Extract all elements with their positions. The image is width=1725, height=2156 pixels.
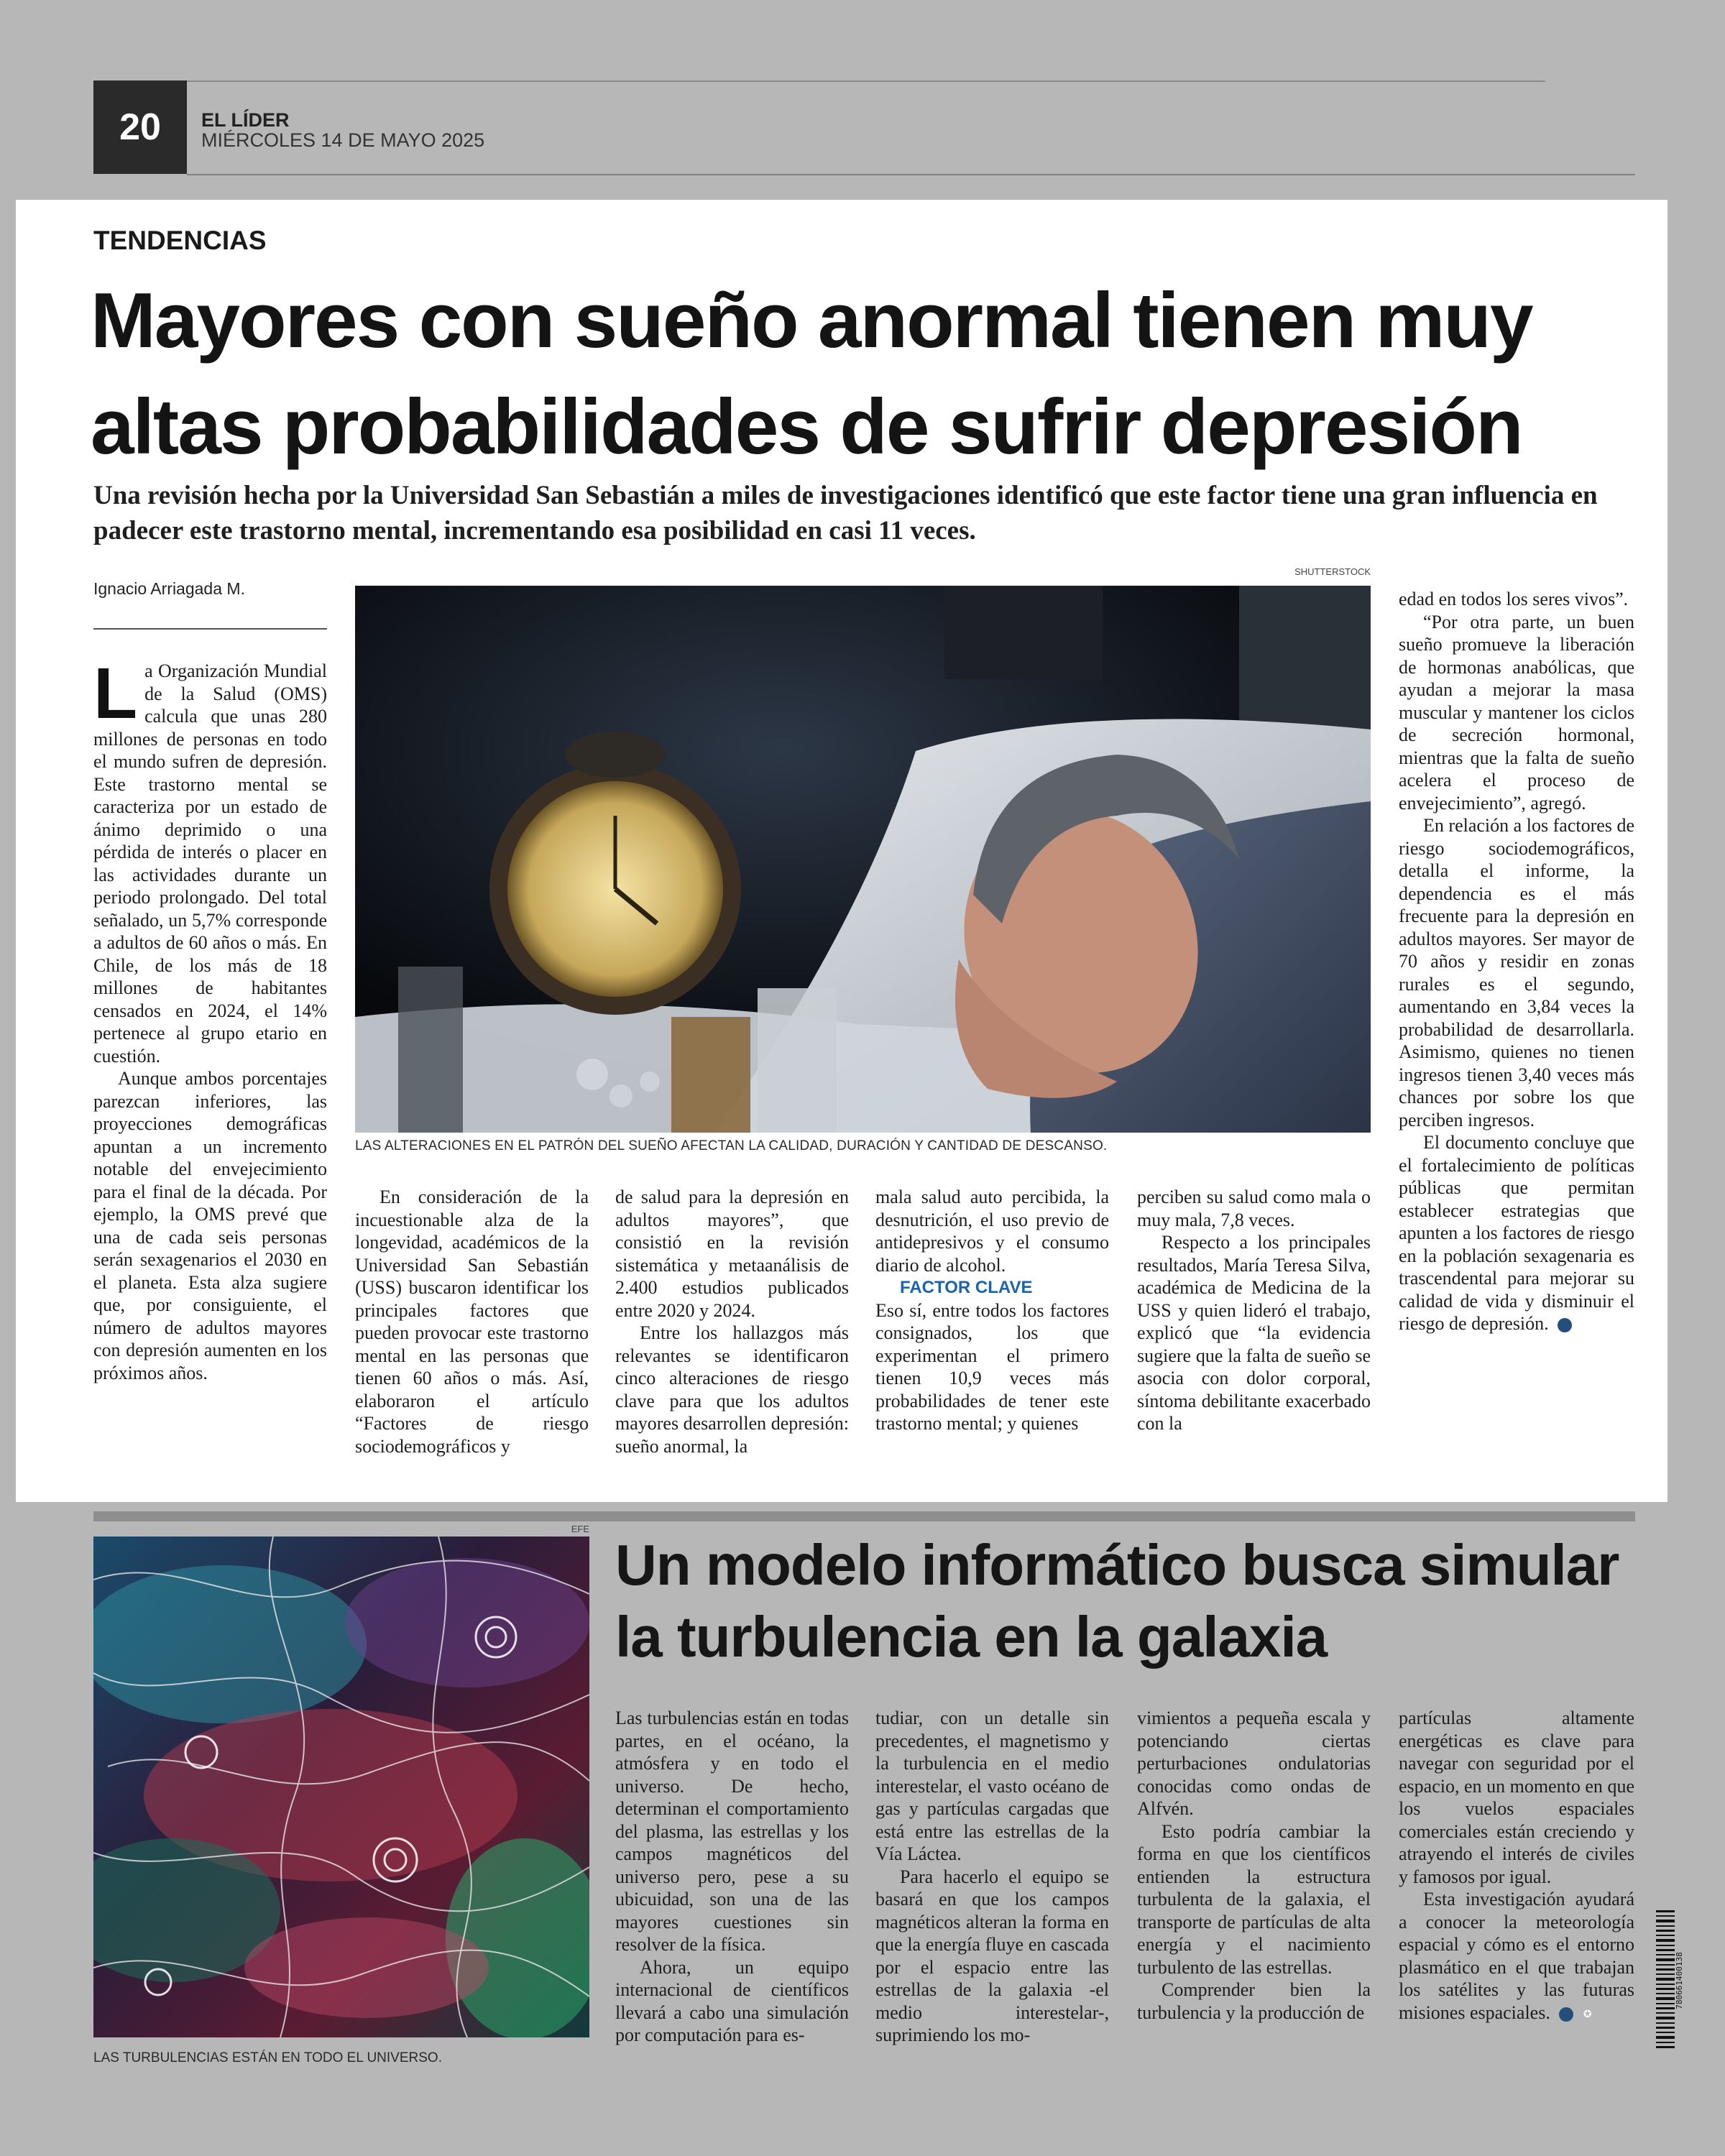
- paragraph: En consideración de la incuestionable alza de la longevidad, académicos de la Universidad San Sebastián (USS) buscaron identificar los principales factores que pueden provocar este trastorno mental en las personas que tienen 60 años o más. Así, elaboraron el artículo “Factores de riesgo sociodemográficos y: [355, 1187, 589, 1457]
- barcode: [1656, 1909, 1685, 2053]
- paragraph: Aunque ambos porcentajes parezcan inferiores, las proyecciones demográficas apuntan a un incremento notable del envejecimiento para el final de la década. Por ejemplo, la OMS prevé que una de cada seis personas serán sexagenarios el 2030 en el planeta. Esta alza sugiere que, por consiguiente, el número de adultos mayores con depresión aumenten en los próximos años.: [93, 1068, 327, 1383]
- publication-date: MIÉRCOLES 14 DE MAYO 2025: [201, 129, 485, 151]
- end-mark-icon: ✪: [1559, 2007, 1573, 2022]
- header-bottom-rule: [187, 174, 1635, 175]
- paragraph: tudiar, con un detalle sin precedentes, el magnetismo y la turbulencia en el medio interestelar, el vasto océano de gas y partículas cargadas que está entre las estrellas de la Vía Láctea.: [875, 1708, 1109, 1864]
- paragraph: a Organización Mundial de la Salud (OMS) calcula que unas 280 millones de personas en todo el mundo sufren de depresión. Este trastorno mental se caracteriza por un estado de ánimo deprimido o una pérdida de interés o placer en las actividades durante un periodo prolongado. Del total señalado, un 5,7% corresponde a adultos de 60 años o más. En Chile, de los más de 18 millones de habitantes censados en 2024, el 14% pertenece al grupo etario en cuestión.: [93, 660, 327, 1067]
- barcode-graphic: [1656, 1909, 1685, 2053]
- header-top-rule: [93, 80, 1545, 82]
- paragraph: de salud para la depresión en adultos mayores”, que consistió en la revisión sistemática y metaanálisis de 2.400 estudios publicados entre 2020 y 2024.: [615, 1187, 849, 1321]
- publication-name: EL LÍDER: [201, 109, 290, 131]
- article2-column-4: [1399, 1707, 1634, 2081]
- paragraph: Esto podría cambiar la forma en que los científicos entienden la estructura turbulenta de la galaxia, el transporte de partículas de alta energía y el nacimiento turbulento de las estrellas.: [1137, 1820, 1371, 1978]
- paragraph: El documento concluye que el fortalecimiento de políticas públicas que permitan establecer estrategias que apunten a los factores de riesgo en la población sexagenaria es trascendental para mejorar su calidad de vida y disminuir el riesgo de depresión.: [1399, 1132, 1634, 1334]
- article-column-5: [1137, 1186, 1371, 1480]
- paragraph: En relación a los factores de riesgo sociodemográficos, detalla el informe, la dependencia es el más frecuente para la depresión en adultos mayores. Ser mayor de 70 años y residir en zonas rurales es el segundo, aumentando en 3,84 veces la probabilidad de desarrollarla. Asimismo, quienes no tienen ingresos tienen 3,40 veces más chances por sobre los que perciben ingresos.: [1399, 815, 1634, 1130]
- paragraph: Respecto a los principales resultados, María Teresa Silva, académica de Medicina de la USS y quien lideró el trabajo, explicó que “la evidencia sugiere que la falta de sueño se asocia con dolor corporal, síntoma debilitante exacerbado con la: [1137, 1232, 1371, 1434]
- article2-column-3: [1137, 1707, 1371, 2081]
- article-column-2: [355, 1186, 589, 1480]
- article-headline-2: Un modelo informático busca simular la turbulencia en la galaxia: [615, 1533, 1619, 1669]
- paragraph: Eso sí, entre todos los factores consignados, los que experimentan el primero tienen 10,9 veces más probabilidades de tener este trastorno mental; y quienes: [875, 1299, 1109, 1434]
- article2-column-2: [875, 1707, 1109, 2081]
- byline: Ignacio Arriagada M.: [93, 579, 245, 598]
- paragraph: Ahora, un equipo internacional de científicos llevará a cabo una simulación por computación para es-: [615, 1956, 849, 2045]
- article-column-3: [615, 1186, 849, 1480]
- subheading: FACTOR CLAVE: [900, 1278, 1033, 1297]
- paragraph: Comprender bien la turbulencia y la producción de: [1137, 1979, 1371, 2023]
- article-lead: Una revisión hecha por la Universidad San Sebastián a miles de investigaciones identificó que este factor tiene una gran influencia en padecer este trastorno mental, incrementando esa posibilidad en casi 11 veces.: [93, 481, 1598, 545]
- turbulence-image: [93, 1537, 589, 2037]
- page-number: 20: [93, 80, 187, 174]
- article-headline: Mayores con sueño anormal tienen muy altas probabilidades de sufrir depresión: [91, 277, 1532, 471]
- paragraph: partículas altamente energéticas es clave para navegar con seguridad por el espacio, en un momento en que los vuelos espaciales comerciales están creciendo y atrayendo el interés de civiles y famosos por igual.: [1399, 1708, 1634, 1887]
- paragraph: mala salud auto percibida, la desnutrición, el uso previo de antidepresivos y el consumo diario de alcohol.: [875, 1187, 1109, 1276]
- paragraph: “Por otra parte, un buen sueño promueve la liberación de hormonas anabólicas, que ayudan a mejorar la masa muscular y mantener los ciclos de secreción hormonal, mientras que la falta de sueño acelera el proceso de envejecimiento”, agregó.: [1399, 611, 1634, 814]
- photo-credit: SHUTTERSTOCK: [1294, 566, 1371, 577]
- article-column-4: [875, 1186, 1109, 1480]
- barcode-digits: 780661400138: [1675, 1952, 1684, 2009]
- galaxy-turbulence-artwork: [93, 1537, 589, 2037]
- photo-credit-2: EFE: [571, 1524, 589, 1534]
- article2-column-1: [615, 1707, 849, 2081]
- article-photo: [355, 586, 1371, 1133]
- section-separator-bar: [93, 1511, 1635, 1521]
- photo-caption: LAS ALTERACIONES EN EL PATRÓN DEL SUEÑO AFECTAN LA CALIDAD, DURACIÓN Y CANTIDAD DE DESCANSO.: [355, 1138, 1108, 1153]
- paragraph: Para hacerlo el equipo se basará en que los campos magnéticos alteran la forma en que la energía fluye en cascada por el espacio entre las estrellas de la galaxia -el medio interestelar-, suprimiendo los mo-: [875, 1866, 1109, 2045]
- paragraph: perciben su salud como mala o muy mala, 7,8 veces.: [1137, 1187, 1371, 1230]
- byline-rule: [93, 628, 327, 630]
- article-column-6: [1399, 588, 1634, 1480]
- paragraph: vimientos a pequeña escala y potenciando ciertas perturbaciones ondulatorias conocidas como ondas de Alfvén.: [1137, 1708, 1371, 1819]
- paragraph: Las turbulencias están en todas partes, en el océano, la atmósfera y en todo el universo. De hecho, determinan el comportamiento del plasma, las estrellas y los campos magnéticos del universo pero, pese a su ubicuidad, son una de las mayores cuestiones sin resolver de la física.: [615, 1708, 849, 1955]
- drop-cap: L: [93, 660, 138, 734]
- article-column-1: [93, 660, 327, 1479]
- section-kicker: TENDENCIAS: [93, 226, 267, 255]
- paragraph: edad en todos los seres vivos”.: [1399, 589, 1629, 609]
- paragraph: Entre los hallazgos más relevantes se identificaron cinco alteraciones de riesgo clave para que los adultos mayores desarrollen depresión: sueño anormal, la: [615, 1322, 849, 1457]
- photo-caption-2: LAS TURBULENCIAS ESTÁN EN TODO EL UNIVERSO.: [93, 2050, 442, 2065]
- woman-sleepless-photo: [355, 586, 1371, 1133]
- end-mark-icon: ✪: [1558, 1318, 1572, 1332]
- paragraph: Esta investigación ayudará a conocer la meteorología espacial y cómo es el entorno plasmático en el que trabajan los satélites y las futuras misiones espaciales.: [1399, 1889, 1634, 2023]
